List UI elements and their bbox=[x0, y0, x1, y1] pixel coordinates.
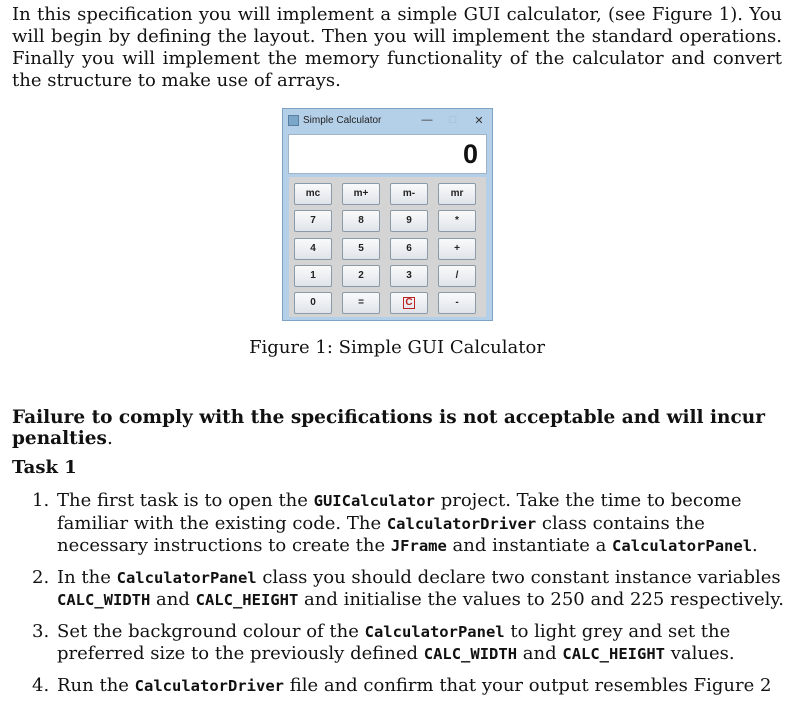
task-text: Run the bbox=[57, 674, 135, 696]
task-heading: Task 1 bbox=[12, 457, 77, 478]
task-text: Set the background colour of the bbox=[57, 620, 365, 642]
code-term: CALC_HEIGHT bbox=[562, 645, 666, 663]
window-titlebar bbox=[283, 109, 492, 131]
window-title: Simple Calculator bbox=[303, 114, 382, 126]
key-3[interactable]: 3 bbox=[390, 265, 428, 287]
code-term: CalculatorPanel bbox=[612, 537, 753, 555]
key-9[interactable]: 9 bbox=[390, 210, 428, 232]
key-equals[interactable]: = bbox=[342, 292, 380, 314]
key-0[interactable]: 0 bbox=[294, 292, 332, 314]
key-multiply[interactable]: * bbox=[438, 210, 476, 232]
warning-period: . bbox=[106, 428, 113, 449]
key-minus[interactable]: - bbox=[438, 292, 476, 314]
key-7[interactable]: 7 bbox=[294, 210, 332, 232]
key-divide[interactable]: / bbox=[438, 265, 476, 287]
key-1[interactable]: 1 bbox=[294, 265, 332, 287]
code-term: GUICalculator bbox=[313, 492, 435, 510]
figure-caption: Figure 1: Simple GUI Calculator bbox=[249, 337, 545, 358]
minimize-icon[interactable]: — bbox=[421, 114, 433, 126]
warning-text: Failure to comply with the specifications is not acceptable and will incur penalties bbox=[12, 407, 765, 449]
code-term: CALC_WIDTH bbox=[57, 591, 151, 609]
task-item-1 bbox=[12, 490, 787, 558]
code-term: JFrame bbox=[390, 537, 447, 555]
task-text: class contains the necessary instructions to create the bbox=[57, 512, 705, 556]
code-term: CALC_HEIGHT bbox=[195, 591, 299, 609]
key-clear[interactable] bbox=[390, 292, 428, 314]
warning-statement bbox=[12, 407, 810, 449]
task-text: . bbox=[752, 535, 758, 556]
task-text: and initialise the values to 250 and 225 respectively. bbox=[298, 589, 784, 610]
key-plus[interactable]: + bbox=[438, 238, 476, 260]
key-8[interactable]: 8 bbox=[342, 210, 380, 232]
code-term: CALC_WIDTH bbox=[423, 645, 518, 663]
key-m-minus[interactable]: m- bbox=[390, 183, 428, 205]
task-text: project. Take the time to become familiar with the existing code. The bbox=[57, 490, 742, 534]
key-m-plus[interactable]: m+ bbox=[342, 183, 380, 205]
task-text: and instantiate a bbox=[446, 535, 613, 556]
task-number: 3. bbox=[32, 620, 50, 642]
keypad-panel bbox=[289, 177, 486, 317]
task-item-4 bbox=[12, 675, 787, 698]
task-text: class you should declare two constant instance variables bbox=[256, 566, 781, 588]
maximize-icon[interactable]: □ bbox=[449, 114, 457, 126]
key-2[interactable]: 2 bbox=[342, 265, 380, 287]
task-text: to light grey and set the preferred size to the previously defined bbox=[57, 620, 731, 664]
task-text: The first task is to open the bbox=[57, 490, 314, 511]
task-item-2 bbox=[12, 567, 787, 612]
task-text: file and confirm that your output resembles Figure 2 bbox=[283, 674, 772, 696]
calculator-window bbox=[282, 108, 493, 321]
close-icon[interactable]: ✕ bbox=[474, 114, 484, 127]
code-term: CalculatorDriver bbox=[386, 514, 537, 533]
code-term: CalculatorPanel bbox=[364, 622, 505, 641]
task-text: and bbox=[517, 643, 563, 664]
task-number: 2. bbox=[32, 566, 50, 588]
key-4[interactable]: 4 bbox=[294, 238, 332, 260]
task-list bbox=[12, 490, 787, 706]
calculator-display: 0 bbox=[288, 134, 487, 174]
key-mr[interactable]: mr bbox=[438, 183, 476, 205]
task-text: values. bbox=[665, 643, 735, 664]
task-number: 4. bbox=[32, 674, 50, 696]
key-clear-label: C bbox=[405, 297, 413, 308]
task-text: In the bbox=[57, 566, 117, 588]
task-number: 1. bbox=[32, 490, 50, 511]
key-5[interactable]: 5 bbox=[342, 238, 380, 260]
key-mc[interactable]: mc bbox=[294, 183, 332, 205]
key-6[interactable]: 6 bbox=[390, 238, 428, 260]
java-app-icon bbox=[288, 115, 299, 126]
task-text: and bbox=[150, 589, 196, 610]
code-term: CalculatorPanel bbox=[116, 568, 257, 587]
code-term: CalculatorDriver bbox=[134, 676, 284, 695]
task-item-3 bbox=[12, 621, 787, 666]
intro-paragraph: In this specification you will implement a simple GUI calculator, (see Figure 1). You will begin by defining the layout. Then you will implement the standard operations. Finally you will implement the memory functionality of the calculator and convert the structure to make use of arrays. bbox=[12, 4, 782, 91]
